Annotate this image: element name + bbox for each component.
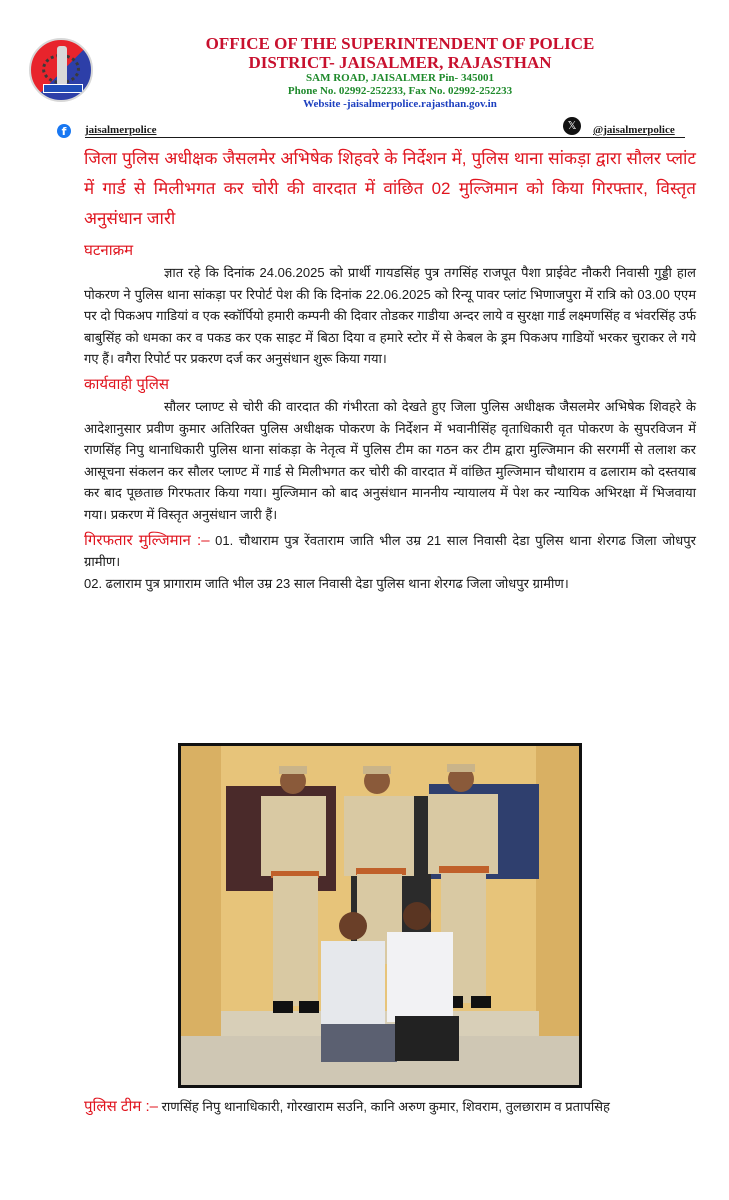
emblem-ribbon	[43, 84, 83, 93]
team-members: राणसिंह निपु थानाधिकारी, गोरखाराम सउनि, कानि अरुण कुमार, शिवराम, तुलछाराम व प्रतापसिह	[161, 1099, 610, 1114]
x-twitter-icon[interactable]: 𝕏	[563, 117, 581, 135]
facebook-handle[interactable]: jaisalmerpolice	[85, 124, 157, 136]
social-row	[55, 117, 715, 139]
police-action-body: सौलर प्लाण्ट से चोरी की वारदात की गंभीरता को देखते हुए जिला पुलिस अधीक्षक जैसलमेर अभिषेक शिवहरे के आदेशानुसार प्रवीण कुमार अतिरिक्त पुलिस अधीक्षक पोकरण के निर्देशन में भवानीसिंह वृताधिकारी वृत पोकरण के सुपरविजन में राणसिंह निपु थानाधिकारी पुलिस थाना सांकड़ा के नेतृत्व में पुलिस टीम का गठन कर टीम द्वारा मुल्जिमान की सरगर्मी से तलाश कर आसूचना संकलन कर सौलर प्लाण्ट में गार्ड से मिलीभगत कर चोरी की वारदात में वांछित मुल्जिमान चौथाराम व ढलाराम को दस्तयाब कर बाद पूछताछ गिरफतार किया गया। मुल्जिमान को बाद अनुसंधान माननीय न्यायालय में पेश कर न्यायिक अभिरक्षा में भिजवाया गया। प्रकरण में विस्तृत अनुसंधान जारी हैं।	[84, 398, 696, 522]
team-title: पुलिस टीम :–	[84, 1098, 158, 1115]
police-action-text	[84, 396, 696, 526]
incident-text	[84, 262, 696, 370]
header-divider	[85, 137, 685, 138]
right-pillar	[536, 746, 579, 1085]
incident-body: ज्ञात रहे कि दिनांक 24.06.2025 को प्रार्थी गायडसिंह पुत्र तगसिंह राजपूत पैशा प्राईवेट नौकरी निवासी गुड्डी हाल पोकरण ने पुलिस थाना सांकड़ा पर रिपोर्ट पेश की कि दिनांक 22.06.2025 को रिन्यू पावर प्लांट भिणाजपुरा में रात्रि को 03.00 एएम पर दो पिकअप गाडियां व एक स्कॉर्पियो हमारी कम्पनी की दिवार तोडकर गाडीया अन्दर लाये व सुरक्षा गार्ड लक्ष्मणसिंह व भंवरसिंह उर्फ बाबुसिंह को धमका कर व पकड कर एक साइट में बिठा दिया व हमारे स्टोर में से केबल के ड्रम पिकअप गाडियों भरकर चुराकर ले गये गए हैं। वगैरा रिपोर्ट पर प्रकरण दर्ज कर अनुसंधान शुरू किया गया।	[84, 265, 696, 367]
arrest-photo-illustration	[181, 746, 579, 1085]
left-pillar	[181, 746, 221, 1085]
rajasthan-police-emblem-icon	[29, 38, 93, 102]
police-team	[84, 1096, 696, 1118]
arrest-photo	[178, 743, 582, 1088]
letterhead-text	[120, 34, 680, 111]
arrested-title: गिरफतार मुल्जिमान :–	[84, 531, 210, 549]
letterhead	[0, 0, 729, 150]
district-title: DISTRICT- JAISALMER, RAJASTHAN	[248, 53, 552, 72]
office-address: SAM ROAD, JAISALMER Pin- 345001	[306, 72, 494, 84]
arrested-item-2: 02. ढलाराम पुत्र प्रागाराम जाति भील उम्र 23 साल निवासी देडा पुलिस थाना शेरगढ जिला जोधपुर ग्रामीण।	[84, 575, 569, 591]
team-section	[84, 1096, 696, 1118]
office-title: OFFICE OF THE SUPERINTENDENT OF POLICE	[205, 34, 595, 53]
facebook-icon[interactable]: f	[57, 124, 71, 138]
x-handle[interactable]: @jaisalmerpolice	[593, 124, 675, 136]
incident-title: घटनाक्रम	[84, 242, 134, 259]
police-action-title: कार्यवाही पुलिस	[84, 375, 170, 393]
headline: जिला पुलिस अधीक्षक जैसलमेर अभिषेक शिहवरे के निर्देशन में, पुलिस थाना सांकड़ा द्वारा सौलर प्लांट में गार्ड से मिलीभगत कर चोरी की वारदात में वांछित 02 मुल्जिमान को किया गिरफ्तार, विस्तृत अनुसंधान जारी	[84, 149, 696, 228]
arrested-text-1: 01. चौथाराम पुत्र रेंवताराम जाति भील उम्र 21 साल निवासी देडा पुलिस थाना शेरगढ जिला जोधपुर ग्रामीण।	[84, 532, 696, 570]
press-release-body	[84, 150, 696, 594]
office-phone: Phone No. 02992-252233, Fax No. 02992-252233	[287, 85, 513, 97]
office-website[interactable]: Website -jaisalmerpolice.rajasthan.gov.in	[303, 98, 497, 110]
arrested-item-1	[84, 530, 696, 573]
emblem-pillar	[57, 46, 67, 86]
